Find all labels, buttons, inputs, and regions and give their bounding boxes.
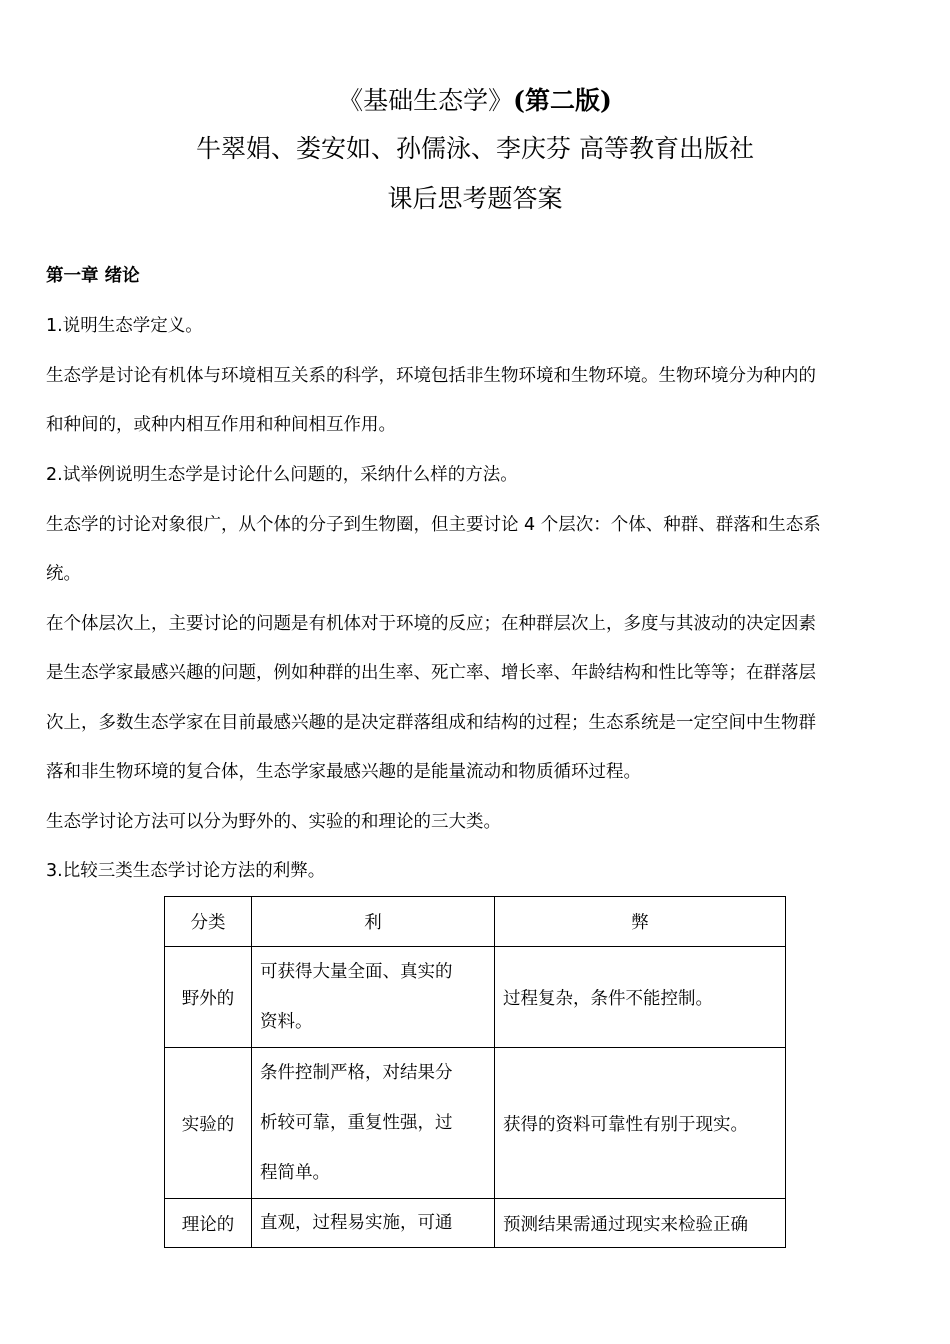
row-cons: 预测结果需通过现实来检验正确 <box>495 1199 786 1248</box>
answer-2-p2-line-2: 是生态学家最感兴趣的问题，例如种群的出生率、死亡率、增长率、年龄结构和性比等等；在群落层 <box>46 663 816 683</box>
methods-comparison-table <box>164 896 786 1248</box>
row-cons: 过程复杂，条件不能控制。 <box>495 947 786 1048</box>
question-2: 2.试举例说明生态学是讨论什么问题的，采纳什么样的方法。 <box>46 465 518 485</box>
answer-2-p2-line-4: 落和非生物环境的复合体，生态学家最感兴趣的是能量流动和物质循环过程。 <box>46 762 641 782</box>
header-pros: 利 <box>252 897 495 947</box>
row-category: 实验的 <box>165 1048 252 1199</box>
row-pros <box>252 1199 495 1248</box>
book-title: 《基础生态学》 <box>338 86 514 115</box>
book-title-line <box>0 86 950 116</box>
answer-1-line-2: 和种间的，或种内相互作用和种间相互作用。 <box>46 415 396 435</box>
question-3: 3.比较三类生态学讨论方法的利弊。 <box>46 861 326 881</box>
row-pros-text: 可获得大量全面、真实的 资料。 <box>260 962 453 1032</box>
answer-1-line-1: 生态学是讨论有机体与环境相互关系的科学，环境包括非生物环境和生物环境。生物环境分为种内的 <box>46 366 816 386</box>
table-row <box>165 1199 786 1248</box>
table-row <box>165 1048 786 1199</box>
answer-2-p1-line-2: 统。 <box>46 564 81 584</box>
row-pros-text: 直观，过程易实施，可通 <box>260 1212 453 1233</box>
row-category: 理论的 <box>165 1199 252 1248</box>
answer-2-p1-line-1: 生态学的讨论对象很广，从个体的分子到生物圈，但主要讨论 4 个层次：个体、种群、群落和生态系 <box>46 515 821 535</box>
answer-2-p2-line-1: 在个体层次上，主要讨论的问题是有机体对于环境的反应；在种群层次上，多度与其波动的决定因素 <box>46 614 816 634</box>
authors-publisher: 牛翠娟、娄安如、孙儒泳、李庆芬 高等教育出版社 <box>196 134 754 163</box>
table-header-row <box>165 897 786 947</box>
row-category: 野外的 <box>165 947 252 1048</box>
row-cons: 获得的资料可靠性有别于现实。 <box>495 1048 786 1199</box>
header-cons: 弊 <box>495 897 786 947</box>
header-category: 分类 <box>165 897 252 947</box>
question-1: 1.说明生态学定义。 <box>46 316 203 336</box>
row-pros <box>252 1048 495 1199</box>
document-subtitle: 课后思考题答案 <box>387 184 563 213</box>
answer-2-p2-line-3: 次上，多数生态学家在目前最感兴趣的是决定群落组成和结构的过程；生态系统是一定空间中生物群 <box>46 713 816 733</box>
answer-2-p3: 生态学讨论方法可以分为野外的、实验的和理论的三大类。 <box>46 812 501 832</box>
edition: (第二版) <box>513 86 612 115</box>
table-row <box>165 947 786 1048</box>
row-pros <box>252 947 495 1048</box>
chapter-heading: 第一章 绪论 <box>46 266 140 286</box>
row-pros-text: 条件控制严格，对结果分 析较可靠，重复性强，过 程简单。 <box>260 1063 453 1183</box>
